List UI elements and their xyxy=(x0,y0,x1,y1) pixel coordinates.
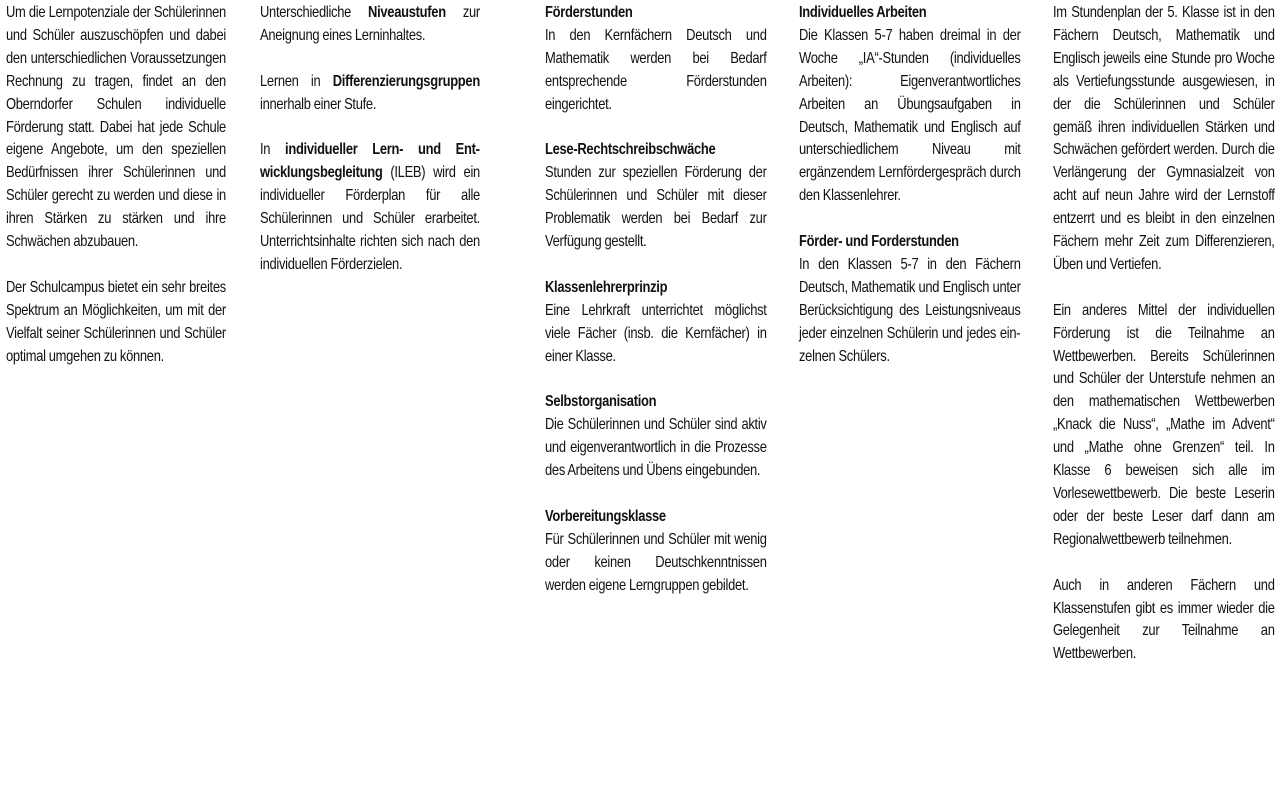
intro-paragraph: Um die Lernpotenziale der Schülerinnen und Schüler auszuschöpfen und dabei den unterschiedlichen Voraussetzungen Rechnung zu tragen, findet an den Oberndorfer Schulen individuelle Förderung statt. Dabei hat jede Schule eigene Angebote, um den speziellen Bedürfnissen ihrer Schülerinnen und Schüler gerecht zu werden und diese in ihren Stärken zu stärken und ihre Schwächen abzubauen. xyxy=(6,4,226,251)
differenzierungsgruppen-paragraph xyxy=(260,71,480,117)
section-individuelles-arbeiten xyxy=(799,2,1021,208)
section-foerder-forderstunden xyxy=(799,231,1021,368)
section-text: Für Schülerinnen und Schüler mit wenig oder keinen Deutschkenntnissen werden eigene Lerngruppen gebildet. xyxy=(545,530,767,594)
section-heading: Förder- und Forderstunden xyxy=(799,233,959,251)
niveaustufen-paragraph xyxy=(260,2,480,48)
column-competitions xyxy=(1053,2,1275,666)
column-individual-work xyxy=(799,2,1021,368)
niveaustufen-term: Niveaustufen xyxy=(368,4,446,21)
section-text: Eine Lehrkraft unterrichtet möglichst viele Fächer (insb. die Kernfächer) in einer Klasse. xyxy=(545,301,767,365)
niveaustufen-text-post: zur Aneignung eines Lerninhaltes. xyxy=(260,4,480,44)
ileb-paragraph xyxy=(260,139,480,276)
other-subjects-paragraph: Auch in anderen Fächern und Klassenstufen gibt es immer wieder die Gelegenheit zur Teilnahme an Wettbewerben. xyxy=(1053,576,1275,663)
section-selbstorganisation xyxy=(545,391,767,483)
section-heading: Lese-Rechtschreibschwäche xyxy=(545,141,716,159)
section-text: Stunden zur speziellen Förderung der Schülerinnen und Schüler mit dieser Problematik werden bei Bedarf zur Verfügung gestellt. xyxy=(545,164,767,251)
vertiefungsstunde-paragraph: Im Stundenplan der 5. Klasse ist in den Fächern Deutsch, Mathematik und Englisch jeweils eine Stunde pro Woche als Vertiefungsstunde ausgewiesen, in der die Schülerinnen und Schüler gemäß ihren individuellen Stärken und Schwächen gefördert werden. Durch die Verlängerung der Gymnasialzeit von acht auf neun Jahre wird der Lernstoff entzerrt und es bleibt in den einzelnen Fächern mehr Zeit zum Differenzieren, Üben und Vertiefen. xyxy=(1053,4,1275,273)
ileb-text-post: (ILEB) wird ein individueller Förderplan für alle Schülerinnen und Schüler erarbeitet. Unterrichtsinhalte richten sich nach den individuellen Förderzielen. xyxy=(260,164,480,273)
niveaustufen-text-pre: Unterschiedliche xyxy=(260,4,369,21)
section-heading: Förderstunden xyxy=(545,4,633,21)
section-text: In den Klassen 5-7 in den Fächern Deutsch, Mathematik und Englisch unter Berücksichtigung des Leistungsniveaus jeder einzelnen Schülerin und jedes einzelnen Schülers. xyxy=(799,255,1021,365)
section-heading: Vorbereitungsklasse xyxy=(545,507,666,525)
column-intro xyxy=(6,2,226,368)
section-vorbereitungsklasse xyxy=(545,506,767,598)
section-lrs xyxy=(545,139,767,254)
section-text: Die Schülerinnen und Schüler sind aktiv und eigenverantwortlich in die Prozesse des Arbeitens und Übens eingebunden. xyxy=(545,416,767,480)
column-support-measures xyxy=(545,2,767,598)
differenzierungsgruppen-text-pre: Lernen in xyxy=(260,72,333,90)
section-text: Die Klassen 5-7 haben dreimal in der Woche „IA“-Stunden (individuelles Arbeiten): Eigenverantwortliches Arbeiten an Übungsaufgaben in Deutsch, Mathematik und Englisch auf unterschiedlichem Niveau mit ergänzendem Lernfördergespräch durch den Klassenlehrer. xyxy=(799,26,1021,205)
differenzierungsgruppen-text-post: innerhalb einer Stufe. xyxy=(260,95,377,113)
column-differentiation xyxy=(260,2,480,277)
campus-paragraph: Der Schulcampus bietet ein sehr breites Spektrum an Möglichkeiten, um mit der Vielfalt seiner Schülerinnen und Schüler optimal umgehen zu können. xyxy=(6,278,226,365)
section-klassenlehrerprinzip xyxy=(545,277,767,369)
differenzierungsgruppen-term: Differenzierungsgruppen xyxy=(332,72,480,90)
section-foerderstunden xyxy=(545,2,767,117)
section-heading: Selbstorganisation xyxy=(545,393,657,411)
ileb-term: individueller Lern- und Entwicklungsbegleitung xyxy=(260,141,480,182)
ileb-text-pre: In xyxy=(260,141,286,159)
wettbewerbe-paragraph: Ein anderes Mittel der individuellen Förderung ist die Teilnahme an Wettbewerben. Bereits Schülerinnen und Schüler der Unterstufe nehmen an den mathematischen Wettbewerben „Knack die Nuss“, „Mathe im Advent“ und „Mathe ohne Grenzen“ teil. In Klasse 6 beweisen sich alle im Vorlesewettbewerb. Die beste Leserin oder der beste Leser darf dann am Regionalwettbewerb teilnehmen. xyxy=(1053,301,1275,548)
section-heading: Individuelles Arbeiten xyxy=(799,4,927,21)
section-heading: Klassenlehrerprinzip xyxy=(545,278,668,296)
section-text: In den Kernfächern Deutsch und Mathematik werden bei Bedarf entsprechende Förderstunden eingerichtet. xyxy=(545,26,767,113)
